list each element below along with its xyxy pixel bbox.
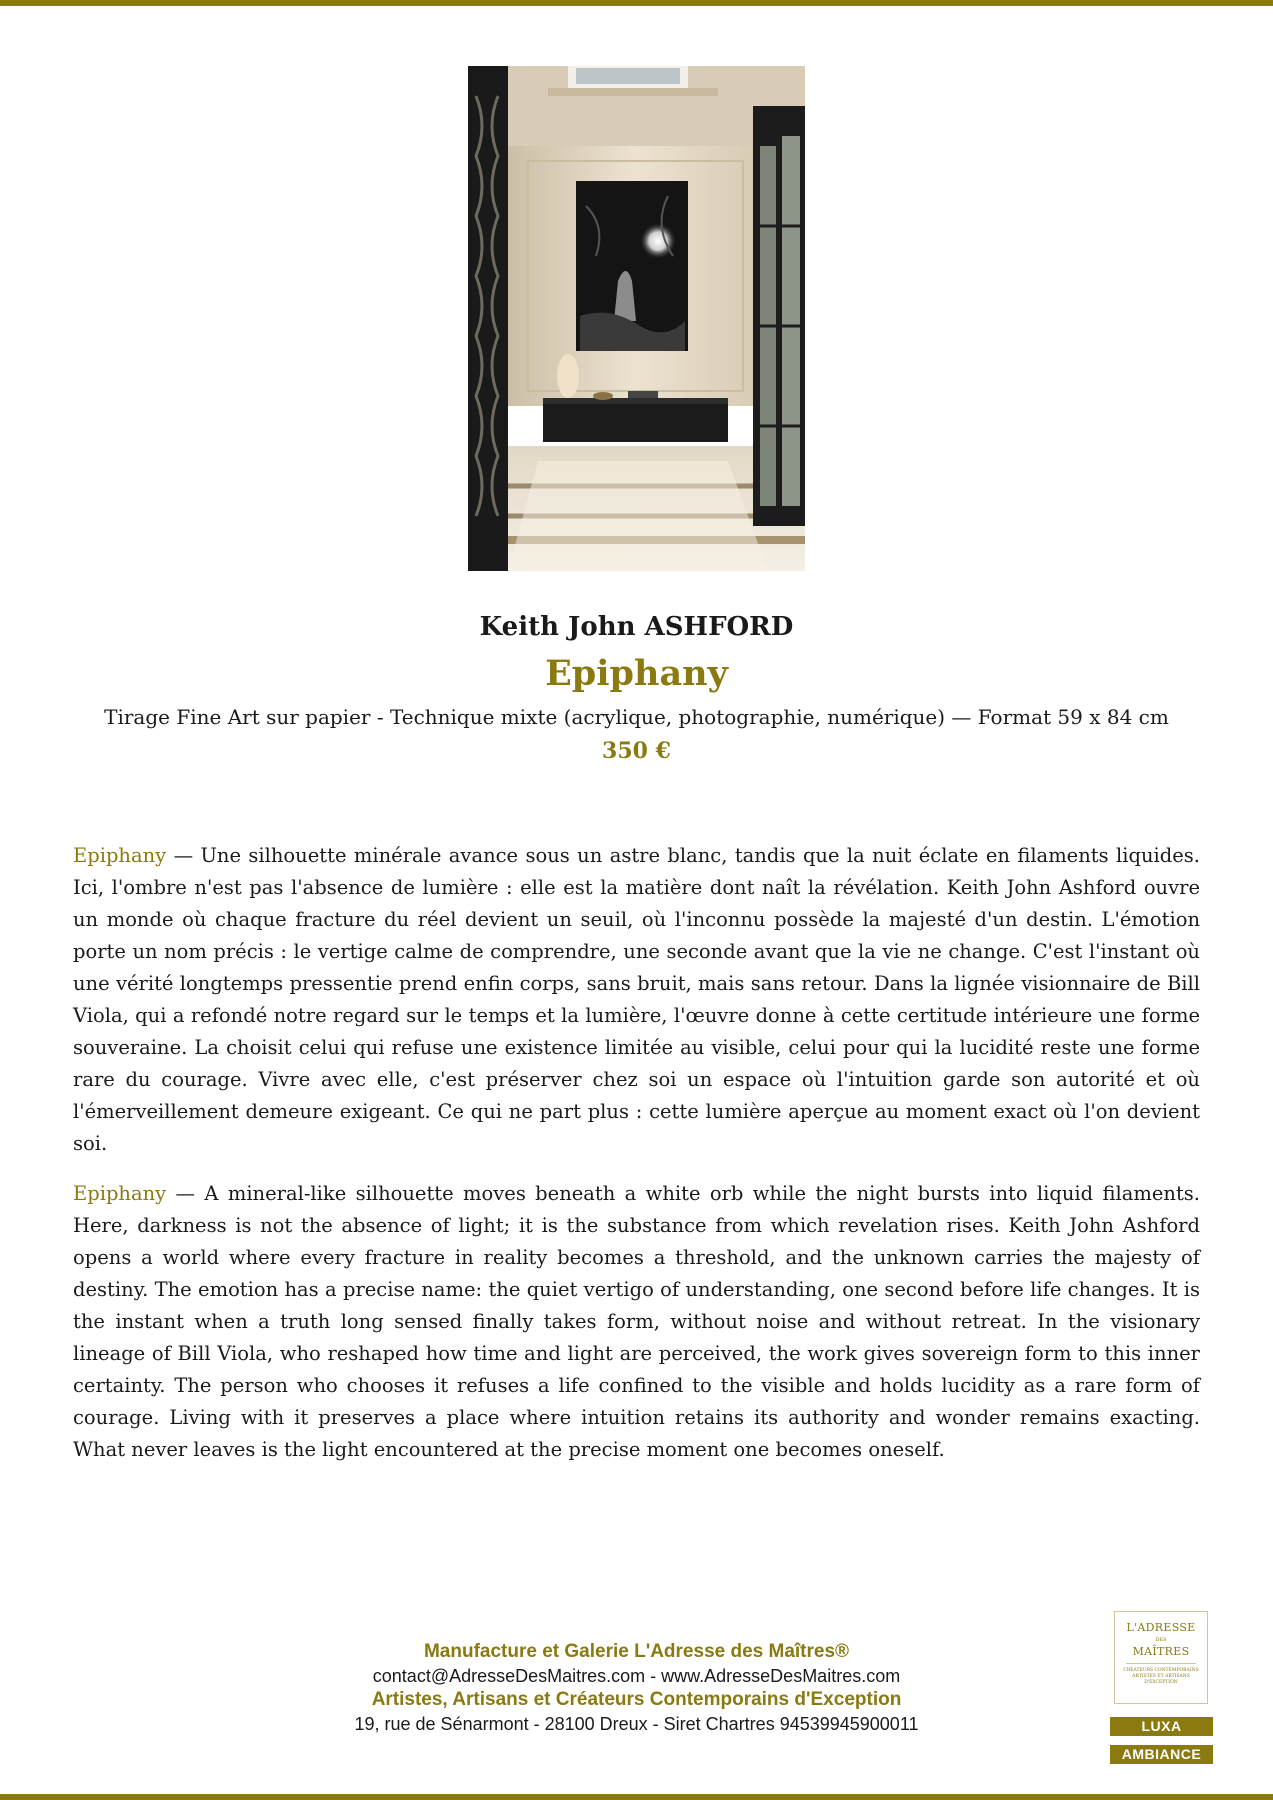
footer-tagline: Artistes, Artisans et Créateurs Contemporains d'Exception xyxy=(371,1689,902,1710)
description-fr-lead: Epiphany xyxy=(73,844,167,867)
artwork-image xyxy=(468,66,805,571)
logo-line-4: CRÉATEURS CONTEMPORAINS ARTISTES ET ARTISANS D'EXCEPTION xyxy=(1123,1668,1199,1685)
footer xyxy=(0,1640,1273,1736)
artwork-title: Epiphany xyxy=(545,653,728,694)
description-en xyxy=(73,1178,1200,1466)
artwork-spec: Tirage Fine Art sur papier - Technique mixte (acrylique, photographie, numérique) — Format 59 x 84 cm xyxy=(104,705,1169,729)
description-fr-text: — Une silhouette minérale avance sous un astre blanc, tandis que la nuit éclate en filaments liquides. Ici, l'ombre n'est pas l'absence de lumière : elle est la matière dont naît la révélation. Keith John Ashford ouvre un monde où chaque fracture du réel devient un seuil, où l'inconnu possède la majesté d'un destin. L'émotion porte un nom précis : le vertige calme de comprendre, une seconde avant que la vie ne change. C'est l'instant où une vérité longtemps pressentie prend enfin corps, sans bruit, mais sans retour. Dans la lignée visionnaire de Bill Viola, qui a refondé notre regard sur le temps et la lumière, l'œuvre donne à cette certitude intérieure une forme souveraine. La choisit celui qui refuse une existence limitée au visible, celui pour qui la lucidité reste une forme rare du courage. Vivre avec elle, c'est préserver chez soi un espace où l'intuition garde son autorité et où l'émerveillement demeure exigeant. Ce qui ne part plus : cette lumière aperçue au moment exact où l'on devient soi. xyxy=(73,844,1200,1155)
artwork-price: 350 € xyxy=(602,738,671,764)
luxa-badge: LUXA xyxy=(1110,1717,1213,1736)
logo-line-2: DES xyxy=(1155,1637,1167,1643)
description-en-text: — A mineral-like silhouette moves beneath a white orb while the night bursts into liquid filaments. Here, darkness is not the absence of light; it is the substance from which revelation rises. Keith John Ashford opens a world where every fracture in reality becomes a threshold, and the unknown carries the majesty of destiny. The emotion has a precise name: the quiet vertigo of understanding, one second before life changes. It is the instant when a truth long sensed finally takes form, without noise and without retreat. In the visionary lineage of Bill Viola, who reshaped how time and light are perceived, the work gives sovereign form to this inner certainty. The person who chooses it refuses a life confined to the visible and holds lucidity as a rare form of courage. Living with it preserves a place where intuition retains its authority and wonder remains exacting. What never leaves is the light encountered at the precise moment one becomes oneself. xyxy=(73,1182,1200,1461)
footer-gallery-name: Manufacture et Galerie L'Adresse des Maîtres® xyxy=(423,1641,850,1662)
logo-line-1: L'ADRESSE xyxy=(1126,1621,1196,1634)
top-border-rule xyxy=(0,0,1273,6)
footer-address: 19, rue de Sénarmont - 28100 Dreux - Siret Chartres 94539945900011 xyxy=(354,1714,919,1734)
ambiance-badge: AMBIANCE xyxy=(1110,1745,1213,1764)
artist-name: Keith John ASHFORD xyxy=(479,612,794,642)
logo-divider xyxy=(1126,1663,1196,1664)
bottom-border-rule xyxy=(0,1794,1273,1800)
footer-contact: contact@AdresseDesMaitres.com - www.AdresseDesMaitres.com xyxy=(372,1666,901,1686)
logo-line-3: MAÎTRES xyxy=(1132,1645,1190,1658)
gallery-logo xyxy=(1114,1611,1208,1704)
description-fr xyxy=(73,840,1200,1160)
description-en-lead: Epiphany xyxy=(73,1182,167,1205)
